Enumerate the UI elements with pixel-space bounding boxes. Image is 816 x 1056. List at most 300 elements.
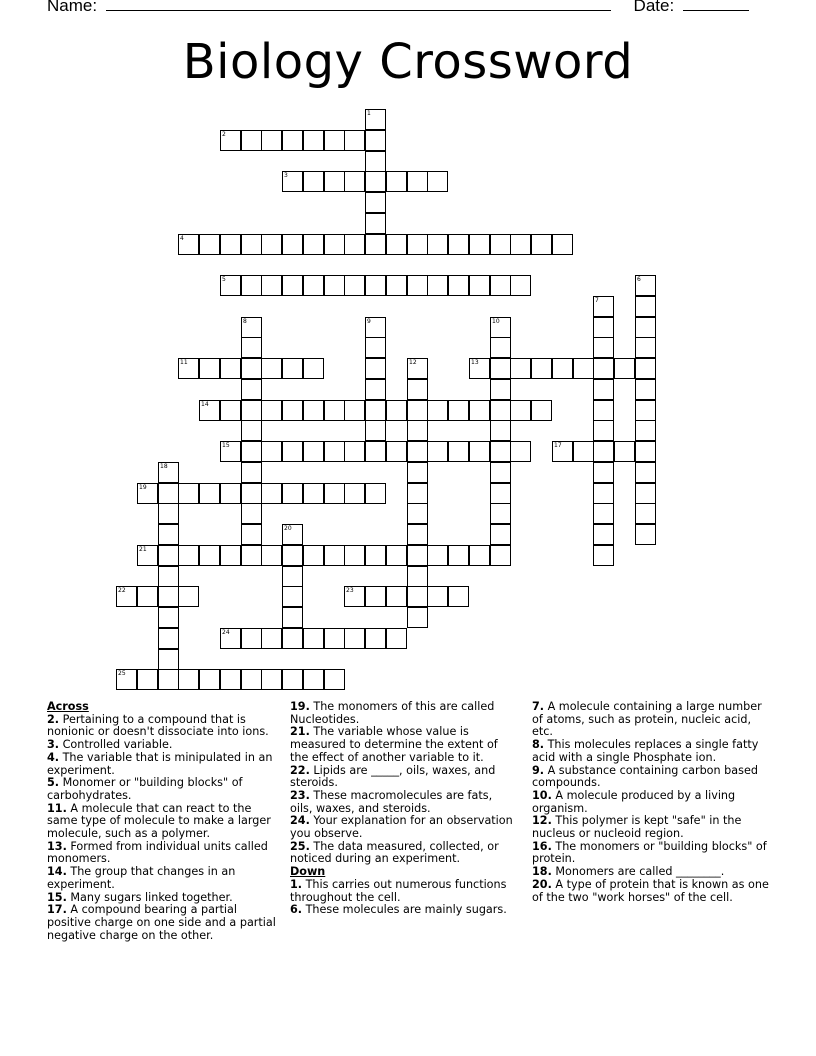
clue-item (532, 815, 770, 840)
grid-cell[interactable] (241, 130, 262, 151)
grid-cell[interactable] (158, 628, 179, 649)
clue-number-label: 6. (290, 903, 303, 917)
clue-number-label: 16. (532, 839, 552, 853)
grid-cell[interactable] (178, 234, 199, 255)
grid-cell[interactable] (282, 669, 303, 690)
grid-cell[interactable] (635, 420, 656, 441)
grid-cell[interactable] (220, 130, 241, 151)
grid-cell[interactable] (386, 171, 407, 192)
grid-cell[interactable] (635, 358, 656, 379)
grid-cell[interactable] (158, 524, 179, 545)
grid-cell[interactable] (241, 441, 262, 462)
grid-cell[interactable] (137, 545, 158, 566)
grid-cell[interactable] (407, 462, 428, 483)
clue-number-label: 19. (290, 700, 310, 713)
clue-number-label: 24. (290, 814, 310, 828)
grid-cell[interactable] (116, 669, 137, 690)
grid-cell[interactable] (635, 275, 656, 296)
grid-cell[interactable] (531, 400, 552, 421)
grid-cell[interactable] (365, 275, 386, 296)
grid-cell[interactable] (220, 400, 241, 421)
grid-cell[interactable] (635, 337, 656, 358)
grid-cell[interactable] (407, 566, 428, 587)
clue-number-label: 2. (47, 712, 60, 726)
grid-cell[interactable] (490, 275, 511, 296)
grid-cell[interactable] (282, 607, 303, 628)
grid-cell[interactable] (365, 400, 386, 421)
grid-cell[interactable] (427, 171, 448, 192)
grid-cell[interactable] (324, 171, 345, 192)
grid-cell[interactable] (220, 545, 241, 566)
grid-cell[interactable] (261, 483, 282, 504)
clue-number: 15 (222, 442, 230, 449)
grid-cell[interactable] (178, 586, 199, 607)
clue-number-label: 20. (532, 877, 552, 891)
grid-cell[interactable] (427, 400, 448, 421)
grid-cell[interactable] (635, 441, 656, 462)
grid-cell[interactable] (386, 400, 407, 421)
grid-cell[interactable] (344, 586, 365, 607)
grid-cell[interactable] (490, 317, 511, 338)
grid-cell[interactable] (241, 358, 262, 379)
clue-item (290, 879, 518, 904)
grid-cell[interactable] (593, 317, 614, 338)
clue-number: 6 (637, 276, 641, 283)
grid-cell[interactable] (552, 358, 573, 379)
grid-cell[interactable] (158, 566, 179, 587)
grid-cell[interactable] (158, 649, 179, 670)
grid-cell[interactable] (158, 586, 179, 607)
grid-cell[interactable] (365, 192, 386, 213)
grid-cell[interactable] (593, 358, 614, 379)
grid-cell[interactable] (490, 441, 511, 462)
grid-cell[interactable] (137, 669, 158, 690)
grid-cell[interactable] (324, 130, 345, 151)
grid-cell[interactable] (261, 234, 282, 255)
grid-cell[interactable] (344, 483, 365, 504)
clue-number-label: 15. (47, 890, 67, 904)
clue-item (47, 777, 279, 802)
grid-cell[interactable] (386, 234, 407, 255)
grid-cell[interactable] (531, 234, 552, 255)
grid-cell[interactable] (407, 234, 428, 255)
grid-cell[interactable] (344, 400, 365, 421)
grid-cell[interactable] (241, 234, 262, 255)
grid-cell[interactable] (303, 545, 324, 566)
grid-cell[interactable] (635, 379, 656, 400)
grid-cell[interactable] (241, 524, 262, 545)
grid-cell[interactable] (386, 545, 407, 566)
grid-cell[interactable] (635, 503, 656, 524)
grid-cell[interactable] (510, 441, 531, 462)
grid-cell[interactable] (531, 358, 552, 379)
grid-cell[interactable] (282, 358, 303, 379)
across-heading: Across (47, 700, 89, 713)
clue-item (47, 803, 279, 841)
grid-cell[interactable] (282, 545, 303, 566)
grid-cell[interactable] (490, 462, 511, 483)
grid-cell[interactable] (490, 234, 511, 255)
grid-cell[interactable] (448, 275, 469, 296)
grid-cell[interactable] (199, 234, 220, 255)
clue-text: The variable whose value is measured to determine the extent of the effect of another variable to it. (290, 725, 498, 764)
grid-cell[interactable] (303, 275, 324, 296)
grid-cell[interactable] (261, 275, 282, 296)
clue-number-label: 17. (47, 903, 67, 917)
grid-cell[interactable] (593, 379, 614, 400)
grid-cell[interactable] (490, 400, 511, 421)
clue-item (290, 765, 518, 790)
grid-cell[interactable] (303, 358, 324, 379)
clue-number: 21 (139, 546, 147, 553)
grid-cell[interactable] (510, 275, 531, 296)
clue-number: 19 (139, 484, 147, 491)
grid-cell[interactable] (158, 607, 179, 628)
grid-cell[interactable] (158, 462, 179, 483)
clue-number: 17 (554, 442, 562, 449)
grid-cell[interactable] (365, 317, 386, 338)
grid-cell[interactable] (614, 358, 635, 379)
grid-cell[interactable] (261, 358, 282, 379)
grid-cell[interactable] (178, 669, 199, 690)
grid-cell[interactable] (261, 441, 282, 462)
clue-item (47, 752, 279, 777)
grid-cell[interactable] (490, 483, 511, 504)
grid-cell[interactable] (593, 545, 614, 566)
clue-number: 22 (118, 587, 126, 594)
clue-item (532, 765, 770, 790)
grid-cell[interactable] (303, 400, 324, 421)
grid-cell[interactable] (386, 628, 407, 649)
grid-cell[interactable] (344, 275, 365, 296)
grid-cell[interactable] (593, 483, 614, 504)
grid-cell[interactable] (407, 503, 428, 524)
clue-number-label: 7. (532, 700, 545, 713)
grid-cell[interactable] (365, 441, 386, 462)
grid-cell[interactable] (241, 669, 262, 690)
grid-cell[interactable] (241, 503, 262, 524)
grid-cell[interactable] (220, 275, 241, 296)
name-label: Name: (47, 0, 98, 15)
grid-cell[interactable] (303, 441, 324, 462)
clue-number-label: 4. (47, 750, 60, 764)
grid-cell[interactable] (386, 275, 407, 296)
grid-cell[interactable] (469, 358, 490, 379)
grid-cell[interactable] (303, 171, 324, 192)
clue-text: A molecule that can react to the same type of molecule to make a larger molecule, such as a polymer. (47, 801, 271, 841)
grid-cell[interactable] (490, 337, 511, 358)
grid-cell[interactable] (427, 275, 448, 296)
grid-cell[interactable] (593, 441, 614, 462)
grid-cell[interactable] (137, 586, 158, 607)
grid-cell[interactable] (407, 441, 428, 462)
grid-cell[interactable] (427, 545, 448, 566)
grid-cell[interactable] (365, 586, 386, 607)
grid-cell[interactable] (158, 503, 179, 524)
grid-cell[interactable] (490, 358, 511, 379)
clue-number: 5 (222, 276, 226, 283)
grid-cell[interactable] (469, 545, 490, 566)
clue-number-label: 9. (532, 763, 545, 777)
clue-item (532, 790, 770, 815)
clue-number-label: 25. (290, 839, 310, 853)
grid-cell[interactable] (282, 628, 303, 649)
grid-cell[interactable] (407, 275, 428, 296)
clue-number: 4 (180, 235, 184, 242)
clue-number: 3 (284, 172, 288, 179)
grid-cell[interactable] (303, 669, 324, 690)
grid-cell[interactable] (510, 400, 531, 421)
clue-number-label: 18. (532, 865, 552, 879)
grid-cell[interactable] (407, 586, 428, 607)
clue-number: 10 (492, 318, 500, 325)
grid-cell[interactable] (407, 358, 428, 379)
grid-cell[interactable] (386, 586, 407, 607)
grid-cell[interactable] (303, 130, 324, 151)
grid-cell[interactable] (593, 400, 614, 421)
grid-cell[interactable] (365, 337, 386, 358)
grid-cell[interactable] (241, 483, 262, 504)
clues-column-2 (290, 701, 518, 917)
clue-number: 13 (471, 359, 479, 366)
grid-cell[interactable] (386, 441, 407, 462)
clue-text: A compound bearing a partial positive charge on one side and a partial negative charge on the other. (47, 903, 276, 942)
page-title: Biology Crossword (182, 34, 634, 90)
grid-cell[interactable] (241, 462, 262, 483)
grid-cell[interactable] (241, 379, 262, 400)
grid-cell[interactable] (365, 420, 386, 441)
grid-cell[interactable] (303, 483, 324, 504)
clue-number: 1 (367, 110, 371, 117)
grid-cell[interactable] (158, 669, 179, 690)
grid-cell[interactable] (552, 234, 573, 255)
grid-cell[interactable] (220, 483, 241, 504)
grid-cell[interactable] (427, 234, 448, 255)
grid-cell[interactable] (365, 171, 386, 192)
grid-cell[interactable] (324, 545, 345, 566)
grid-cell[interactable] (573, 441, 594, 462)
grid-cell[interactable] (324, 441, 345, 462)
grid-cell[interactable] (241, 400, 262, 421)
clue-number: 24 (222, 629, 230, 636)
clue-text: This carries out numerous functions throughout the cell. (290, 877, 507, 904)
clue-text: These macromolecules are fats, oils, waxes, and steroids. (290, 788, 493, 815)
grid-cell[interactable] (448, 400, 469, 421)
grid-cell[interactable] (365, 234, 386, 255)
grid-cell[interactable] (282, 524, 303, 545)
grid-cell[interactable] (344, 545, 365, 566)
grid-cell[interactable] (635, 524, 656, 545)
clue-item (47, 841, 279, 866)
grid-cell[interactable] (365, 379, 386, 400)
clue-item (290, 815, 518, 840)
clue-number: 25 (118, 670, 126, 677)
grid-cell[interactable] (427, 586, 448, 607)
clue-item (290, 841, 518, 866)
clue-item (532, 701, 770, 739)
grid-cell[interactable] (261, 130, 282, 151)
grid-cell[interactable] (573, 358, 594, 379)
grid-cell[interactable] (510, 358, 531, 379)
clue-number: 9 (367, 318, 371, 325)
grid-cell[interactable] (324, 400, 345, 421)
grid-cell[interactable] (593, 503, 614, 524)
grid-cell[interactable] (324, 628, 345, 649)
grid-cell[interactable] (407, 483, 428, 504)
clue-number: 23 (346, 587, 354, 594)
grid-cell[interactable] (158, 483, 179, 504)
clue-text: This molecules replaces a single fatty acid with a single Phosphate ion. (532, 738, 759, 764)
clue-number-label: 1. (290, 877, 303, 891)
clue-number: 18 (160, 463, 168, 470)
grid-cell[interactable] (490, 545, 511, 566)
grid-cell[interactable] (220, 669, 241, 690)
grid-cell[interactable] (282, 171, 303, 192)
grid-cell[interactable] (635, 483, 656, 504)
grid-cell[interactable] (303, 234, 324, 255)
grid-cell[interactable] (241, 317, 262, 338)
grid-cell[interactable] (282, 441, 303, 462)
grid-cell[interactable] (178, 545, 199, 566)
clue-number-label: 21. (290, 725, 310, 739)
grid-cell[interactable] (593, 524, 614, 545)
grid-cell[interactable] (261, 669, 282, 690)
grid-cell[interactable] (303, 628, 324, 649)
grid-cell[interactable] (365, 358, 386, 379)
grid-cell[interactable] (241, 337, 262, 358)
grid-cell[interactable] (178, 483, 199, 504)
grid-cell[interactable] (344, 628, 365, 649)
grid-cell[interactable] (593, 296, 614, 317)
grid-cell[interactable] (490, 503, 511, 524)
clue-text: A substance containing carbon based compounds. (532, 763, 758, 790)
grid-cell[interactable] (324, 275, 345, 296)
grid-cell[interactable] (344, 441, 365, 462)
grid-cell[interactable] (220, 358, 241, 379)
grid-cell[interactable] (407, 400, 428, 421)
grid-cell[interactable] (241, 628, 262, 649)
clue-text: Many sugars linked together. (66, 890, 233, 904)
grid-cell[interactable] (344, 171, 365, 192)
grid-cell[interactable] (407, 607, 428, 628)
grid-cell[interactable] (199, 400, 220, 421)
grid-cell[interactable] (116, 586, 137, 607)
grid-cell[interactable] (407, 420, 428, 441)
grid-cell[interactable] (635, 296, 656, 317)
grid-cell[interactable] (593, 462, 614, 483)
grid-cell[interactable] (635, 400, 656, 421)
clue-item (532, 879, 770, 904)
grid-cell[interactable] (220, 628, 241, 649)
grid-cell[interactable] (490, 524, 511, 545)
grid-cell[interactable] (490, 420, 511, 441)
grid-cell[interactable] (614, 441, 635, 462)
clue-text: A molecule containing a large number of atoms, such as protein, nucleic acid, etc. (532, 700, 762, 739)
grid-cell[interactable] (365, 130, 386, 151)
clue-number-label: 3. (47, 738, 60, 752)
grid-cell[interactable] (241, 545, 262, 566)
grid-cell[interactable] (261, 628, 282, 649)
grid-cell[interactable] (282, 586, 303, 607)
grid-cell[interactable] (427, 441, 448, 462)
grid-cell[interactable] (158, 545, 179, 566)
grid-cell[interactable] (593, 420, 614, 441)
grid-cell[interactable] (282, 483, 303, 504)
clue-item (47, 904, 279, 942)
grid-cell[interactable] (448, 234, 469, 255)
clue-text: The monomers or "building blocks" of protein. (532, 839, 767, 866)
grid-cell[interactable] (365, 151, 386, 172)
grid-cell[interactable] (324, 483, 345, 504)
grid-cell[interactable] (220, 441, 241, 462)
grid-cell[interactable] (407, 171, 428, 192)
clue-number: 12 (409, 359, 417, 366)
clue-item (290, 904, 518, 917)
grid-cell[interactable] (178, 358, 199, 379)
grid-cell[interactable] (324, 234, 345, 255)
grid-cell[interactable] (324, 669, 345, 690)
grid-cell[interactable] (261, 400, 282, 421)
grid-cell[interactable] (344, 130, 365, 151)
grid-cell[interactable] (282, 400, 303, 421)
grid-cell[interactable] (199, 358, 220, 379)
grid-cell[interactable] (199, 545, 220, 566)
grid-cell[interactable] (241, 420, 262, 441)
grid-cell[interactable] (199, 669, 220, 690)
grid-cell[interactable] (344, 234, 365, 255)
grid-cell[interactable] (448, 441, 469, 462)
grid-cell[interactable] (407, 379, 428, 400)
grid-cell[interactable] (282, 566, 303, 587)
grid-cell[interactable] (241, 275, 262, 296)
clue-item (532, 841, 770, 866)
grid-cell[interactable] (261, 545, 282, 566)
grid-cell[interactable] (469, 234, 490, 255)
clue-number: 8 (243, 318, 247, 325)
grid-cell[interactable] (448, 545, 469, 566)
grid-cell[interactable] (490, 379, 511, 400)
grid-cell[interactable] (407, 524, 428, 545)
grid-cell[interactable] (282, 130, 303, 151)
grid-cell[interactable] (552, 441, 573, 462)
grid-cell[interactable] (137, 483, 158, 504)
grid-cell[interactable] (365, 545, 386, 566)
grid-cell[interactable] (220, 234, 241, 255)
clue-text: Monomer or "building blocks" of carbohydrates. (47, 776, 243, 802)
clue-text: The group that changes in an experiment. (47, 865, 236, 891)
grid-cell[interactable] (469, 441, 490, 462)
grid-cell[interactable] (199, 483, 220, 504)
grid-cell[interactable] (635, 317, 656, 338)
clue-item (290, 790, 518, 815)
grid-cell[interactable] (469, 275, 490, 296)
clue-number: 11 (180, 359, 188, 366)
grid-cell[interactable] (469, 400, 490, 421)
grid-cell[interactable] (365, 628, 386, 649)
grid-cell[interactable] (365, 213, 386, 234)
grid-cell[interactable] (282, 275, 303, 296)
grid-cell[interactable] (510, 234, 531, 255)
grid-cell[interactable] (635, 462, 656, 483)
clue-number-label: 11. (47, 801, 67, 815)
grid-cell[interactable] (407, 545, 428, 566)
grid-cell[interactable] (365, 483, 386, 504)
grid-cell[interactable] (282, 234, 303, 255)
grid-cell[interactable] (448, 586, 469, 607)
grid-cell[interactable] (365, 109, 386, 130)
clues-column-1 (47, 701, 279, 942)
grid-cell[interactable] (593, 337, 614, 358)
